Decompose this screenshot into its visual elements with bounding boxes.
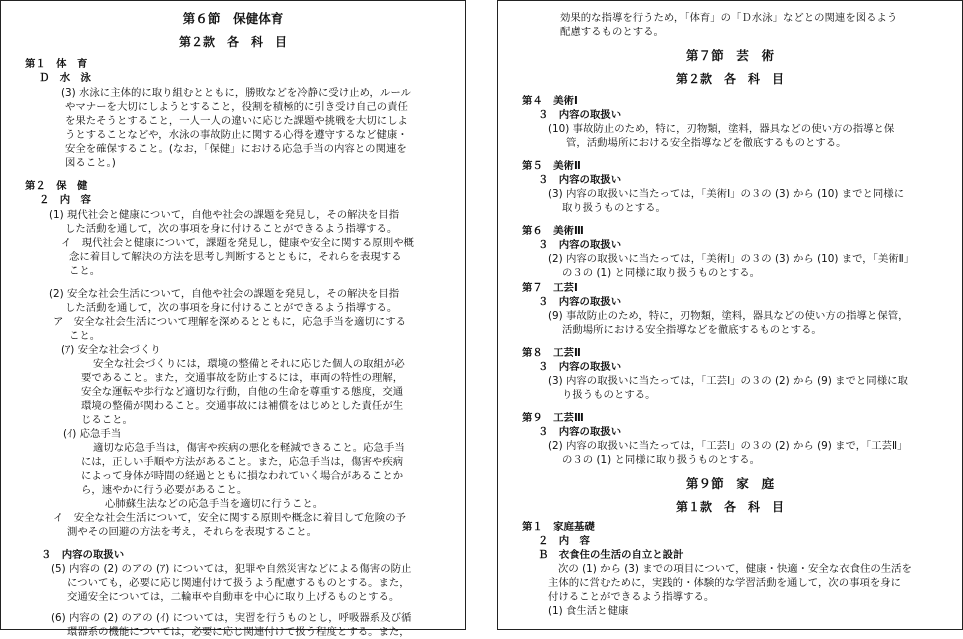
left-text-line: 図ること。) (65, 157, 116, 169)
right-heading-line: ２ 内 容 (538, 535, 590, 547)
left-text-line: を果たそうとすること，一人一人の違いに応じた課題や挑戦を大切にしよ (65, 115, 408, 127)
right-text-line: (9) 事故防止のため，特に，刃物類，塗料，器具などの使い方の指導と保管， (548, 310, 909, 322)
right-heading-line: 第９ 工芸Ⅲ (522, 412, 584, 424)
left-heading-line: ３ 内容の取扱い (41, 549, 125, 561)
left-page (0, 0, 466, 638)
left-text-line: (3) 水泳に主体的に取り組むとともに，勝敗などを冷静に受け止め，ルール (61, 87, 411, 99)
right-section-title: 第９節 家 庭 (685, 476, 775, 491)
right-text-line: (3) 内容の取扱いに当たっては，「美術Ⅰ」の３の (3) から (10) までと同様に (548, 188, 905, 200)
left-text-line: 環境の整備が関わること。交通事故には補償をはじめとした責任が生 (81, 400, 404, 412)
left-text-line: した活動を通して，次の事項を身に付けることができるよう指導する。 (65, 302, 398, 314)
left-text-line: やマナーを大切にしようとすること，役割を積極的に引き受け自己の責任 (65, 101, 408, 113)
left-text-line: についても，必要に応じ関連付けて扱うよう配慮するものとする。また， (67, 577, 410, 589)
left-text-line: (ｱ) 安全な社会づくり (61, 344, 161, 356)
left-text-line: じること。 (81, 414, 133, 426)
left-text-line: 測やその回避の方法を考え，それらを表現すること。 (67, 526, 317, 538)
left-text-line: によって身体が時間の経過とともに損なわれていく場合があることか (81, 470, 404, 482)
left-text-line: 心肺蘇生法などの応急手当を適切に行うこと。 (105, 498, 324, 510)
right-text-line: の３の (1) と同様に取り扱うものとする。 (562, 454, 760, 466)
left-text-line: (ｲ) 応急手当 (63, 428, 122, 440)
left-text-line: うとすることなどや，水泳の事故防止に関する心得を遵守するなど健康・ (65, 129, 408, 141)
left-text-line: 安全を確保すること。(なお，「保健」における応急手当の内容との関連を (65, 143, 407, 155)
left-subsection-title: 第２款 各 科 目 (178, 35, 287, 49)
right-text-line: 主体的に営むために，実践的・体験的な学習活動を通して，次の事項を身に (548, 577, 902, 589)
right-page (497, 0, 963, 630)
left-text-line: 交通安全については，二輪車や自動車を中心に取り上げるものとする。 (67, 591, 400, 603)
right-heading-line: ３ 内容の取扱い (538, 296, 622, 308)
right-heading-line: 第６ 美術Ⅲ (522, 225, 584, 237)
left-text-line: イ 安全な社会生活について，安全に関する原則や概念に着目して危険の予 (53, 512, 406, 524)
left-text-line: ら，速やかに行う必要があること。 (81, 484, 248, 496)
right-text-line: 活動場所における安全指導などを徹底するものとする。 (562, 324, 822, 336)
left-text-line: イ 現代社会と健康について，課題を発見し，健康や安全に関する原則や概 (61, 237, 414, 249)
right-text-line: 効果的な指導を行うため，「体育」の「Ｄ水泳」などとの関連を図るよう (560, 12, 898, 24)
right-text-line: 取り扱うものとする。 (562, 202, 666, 214)
left-section-title: 第６節 保健体育 (182, 11, 284, 26)
right-text-line: (1) 食生活と健康 (548, 605, 629, 617)
left-text-line: には，正しい手順や方法があること。また，応急手当は，傷害や疾病 (81, 456, 404, 468)
left-text-line: 安全な社会づくりには，環境の整備とそれに応じた個人の取組が必 (93, 358, 405, 370)
left-heading-line: ２ 内 容 (39, 194, 91, 206)
right-heading-line: 第１ 家庭基礎 (522, 521, 595, 533)
left-text-line: (5) 内容の (2) のアの (ｱ) については，犯罪や自然災害などによる傷害の防止 (51, 563, 412, 575)
left-text-line: した活動を通して，次の事項を身に付けることができるよう指導する。 (65, 223, 398, 235)
right-text-line: (2) 内容の取扱いに当たっては，「美術Ⅰ」の３の (3) から (10) まで，「美術Ⅱ」 (548, 253, 915, 265)
left-text-line: 念に着目して解決の方法を思考し判断するとともに，それらを表現する (69, 251, 402, 263)
right-subsection-title: 第１款 各 科 目 (675, 500, 784, 514)
left-text-line: こと。 (69, 265, 101, 277)
right-heading-line: 第５ 美術Ⅱ (522, 160, 581, 172)
right-text-line: (3) 内容の取扱いに当たっては，「工芸Ⅰ」の３の (2) から (9) までと同様に取 (548, 375, 908, 387)
left-text-line: 環器系の機能については，必要に応じ関連付けて扱う程度とする。また， (67, 626, 410, 638)
right-heading-line: ３ 内容の取扱い (538, 361, 622, 373)
left-text-line: 安全な運転や歩行など適切な行動，自他の生命を尊重する態度，交通 (81, 386, 404, 398)
right-text-line: (10) 事故防止のため，特に，刃物類，塗料，器具などの使い方の指導と保 (548, 123, 895, 135)
right-heading-line: Ｂ 衣食住の生活の自立と設計 (538, 549, 684, 561)
right-heading-line: 第８ 工芸Ⅱ (522, 347, 581, 359)
right-heading-line: ３ 内容の取扱い (538, 426, 622, 438)
right-text-line: 管，活動場所における安全指導などを徹底するものとする。 (566, 137, 847, 149)
left-text-line: こと。 (69, 330, 101, 342)
left-text-line: 要であること。また，交通事故を防止するには，車両の特性の理解， (81, 372, 404, 384)
right-text-line: 次の (1) から (3) までの項目について，健康・快適・安全な衣食住の生活を (558, 563, 912, 575)
left-heading-line: Ｄ 水 泳 (39, 72, 91, 84)
left-heading-line: 第２ 保 健 (25, 180, 88, 192)
right-heading-line: ３ 内容の取扱い (538, 239, 622, 251)
right-text-line: 配慮するものとする。 (560, 26, 664, 38)
right-subsection-title: 第２款 各 科 目 (675, 72, 784, 86)
right-heading-line: ３ 内容の取扱い (538, 174, 622, 186)
left-text-line: (2) 安全な社会生活について，自他や社会の課題を発見し，その解決を目指 (49, 288, 400, 300)
right-heading-line: 第４ 美術Ⅰ (522, 95, 578, 107)
right-text-line: の３の (1) と同様に取り扱うものとする。 (562, 267, 760, 279)
right-section-title: 第７節 芸 術 (685, 48, 775, 63)
left-text-line: (1) 現代社会と健康について，自他や社会の課題を発見し，その解決を目指 (49, 209, 400, 221)
left-text-line: (6) 内容の (2) のアの (ｲ) については，実習を行うものとし，呼吸器系及び循 (51, 612, 412, 624)
right-heading-line: ３ 内容の取扱い (538, 109, 622, 121)
right-text-line: (2) 内容の取扱いに当たっては，「工芸Ⅰ」の３の (2) から (9) まで，「工芸Ⅱ」 (548, 440, 908, 452)
right-heading-line: 第７ 工芸Ⅰ (522, 282, 578, 294)
left-text-line: ア 安全な社会生活について理解を深めるとともに，応急手当を適切にする (53, 316, 407, 328)
right-text-line: り扱うものとする。 (562, 389, 656, 401)
left-text-line: 適切な応急手当は，傷害や疾病の悪化を軽減できること。応急手当 (93, 442, 405, 454)
left-heading-line: 第１ 体 育 (25, 58, 88, 70)
right-text-line: 付けることができるよう指導する。 (548, 591, 715, 603)
